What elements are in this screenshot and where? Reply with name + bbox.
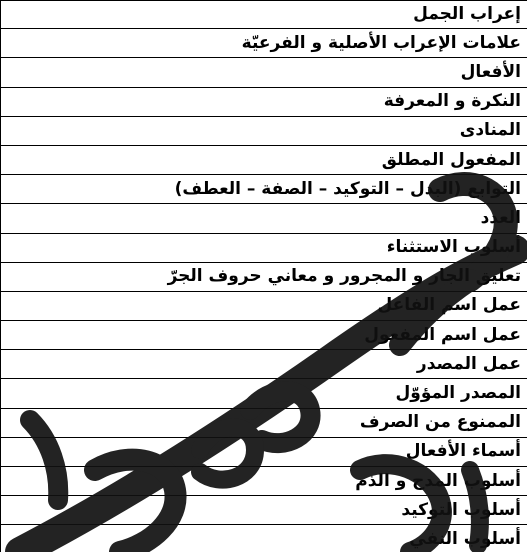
toc-item-label: أسلوب النفي	[409, 528, 521, 549]
toc-item-label: الممنوع من الصرف	[359, 412, 521, 433]
toc-item	[1, 58, 527, 87]
toc-item-label: عمل اسم الفاعل	[377, 295, 521, 316]
toc-item-label: عمل المصدر	[416, 353, 521, 374]
toc-item	[1, 379, 527, 408]
toc-item	[1, 525, 527, 552]
toc-item-label: تعليق الجار و المجرور و معاني حروف الجرّ	[167, 266, 521, 287]
toc-item	[1, 350, 527, 379]
toc-item-label: أسلوب التوكيد	[401, 499, 521, 520]
toc-item-label: أسماء الأفعال	[405, 441, 521, 462]
toc-item	[1, 88, 527, 117]
toc-item	[1, 0, 527, 29]
toc-item-label: أسلوب الاستثناء	[386, 237, 521, 258]
toc-item	[1, 321, 527, 350]
toc-item	[1, 263, 527, 292]
toc-item	[1, 234, 527, 263]
toc-item-label: النكرة و المعرفة	[383, 91, 521, 112]
toc-item	[1, 496, 527, 525]
toc-item-label: المصدر المؤوّل	[395, 383, 521, 404]
toc-item	[1, 467, 527, 496]
toc-item-label: أسلوب المدح و الذم	[355, 470, 521, 491]
toc-item	[1, 117, 527, 146]
toc-item-label: علامات الإعراب الأصلية و الفرعيّة	[241, 32, 521, 53]
toc-item-label: إعراب الجمل	[413, 4, 521, 25]
toc-item	[1, 29, 527, 58]
toc-item	[1, 292, 527, 321]
toc-item	[1, 438, 527, 467]
toc-item	[1, 409, 527, 438]
toc-item-label: التوابع (البدل – التوكيد – الصفة – العطف)	[174, 178, 521, 199]
toc-item-label: المفعول المطلق	[381, 149, 521, 170]
toc-item	[1, 175, 527, 204]
toc-item-label: العدد	[480, 207, 521, 228]
toc-item-label: عمل اسم المفعول	[364, 324, 521, 345]
toc-item-label: المنادى	[459, 120, 521, 141]
toc-item	[1, 146, 527, 175]
toc-item	[1, 204, 527, 233]
toc-item-label: الأفعال	[460, 61, 521, 82]
